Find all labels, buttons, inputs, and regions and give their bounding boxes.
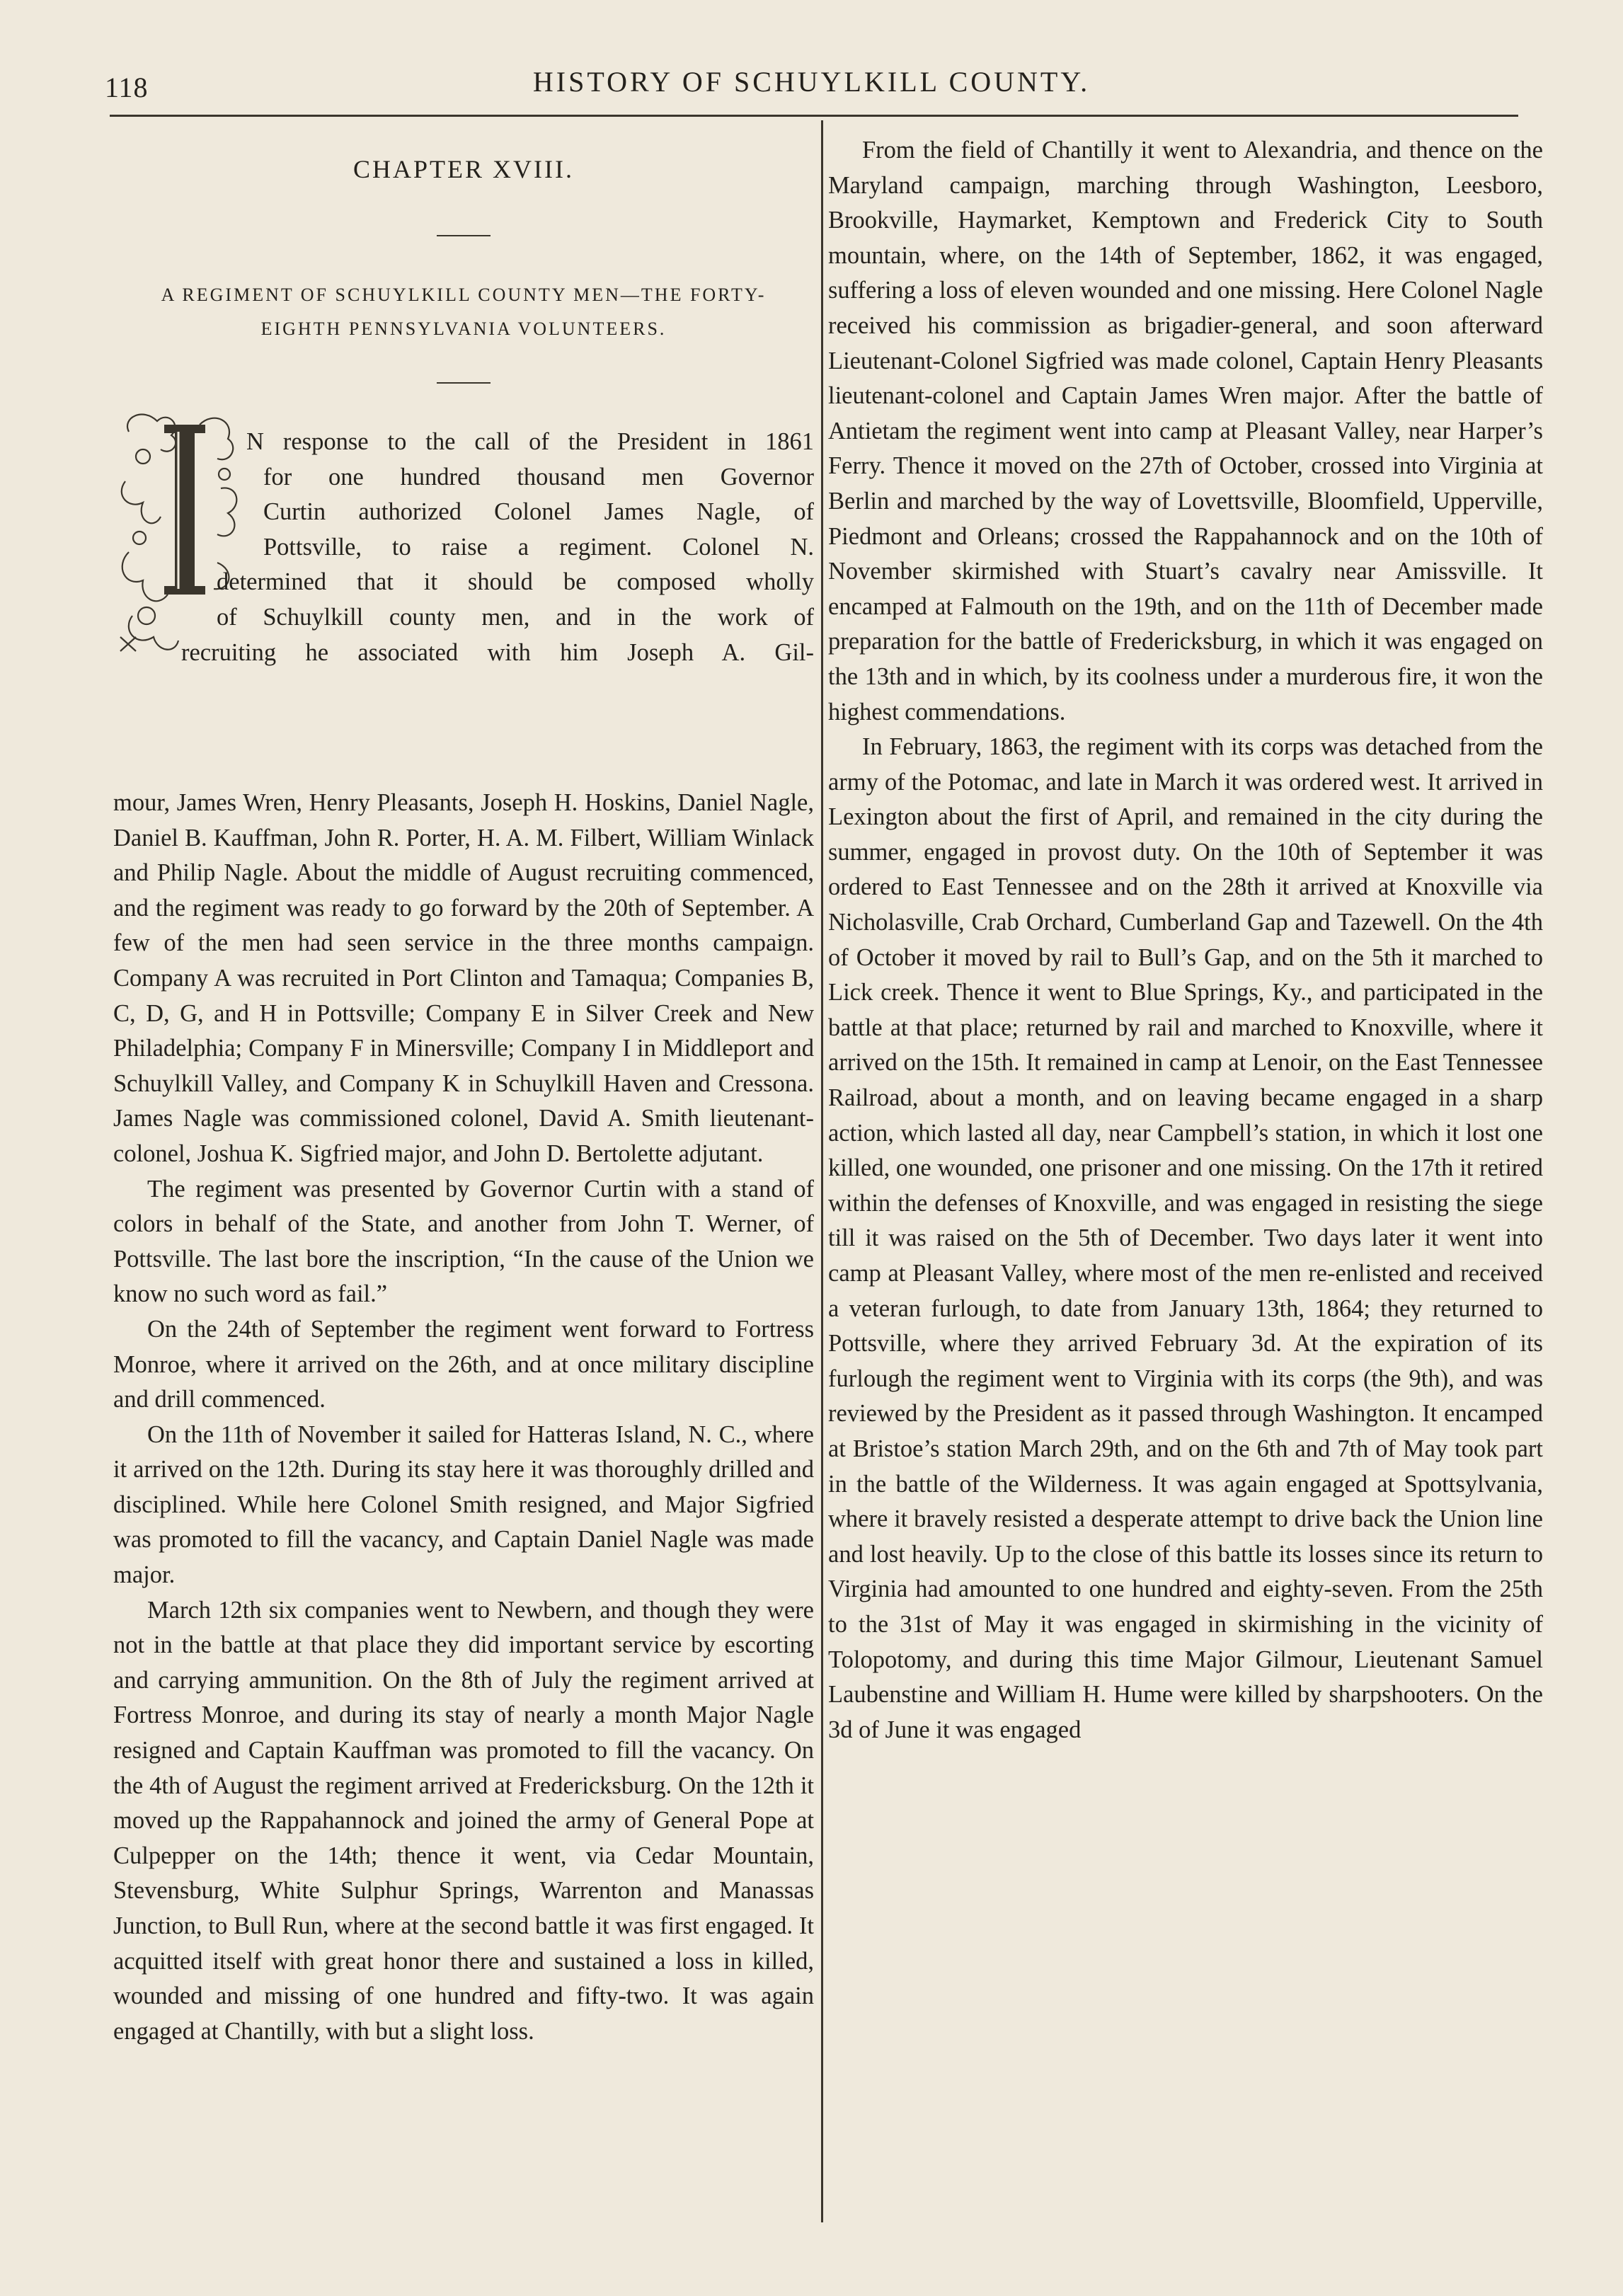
- paragraph: From the field of Chantilly it went to Alexandria, and thence on the Maryland campaign, marching through Washington, Leesboro, Brookville, Haymarket, Kemptown and Frederick City to South mountain, where, on the 14th of September, 1862, it was engaged, suffering a loss of eleven wounded and one missing. Here Colonel Nagle received his commission as brigadier-general, and soon afterward Lieutenant-Colonel Sigfried was made colonel, Captain Henry Pleasants lieutenant-colonel and Captain James Wren major. After the battle of Antietam the regiment went into camp at Pleasant Valley, near Harper’s Ferry. Thence it moved on the 27th of October, crossed into Virginia at Berlin and marched by the way of Lovettsville, Bloomfield, Upperville, Piedmont and Orleans; crossed the Rappahannock and on the 10th of November skirmished with Stuart’s cavalry near Amissville. It encamped at Falmouth on the 19th, and on the 11th of December made preparation for the battle of Fredericksburg, in which it was engaged on the 13th and in which, by its coolness under a murderous fire, it won the highest commendations.: [828, 137, 1543, 725]
- paragraph: March 12th six companies went to Newbern, and though they were not in the battle at that place they did important service by escorting and carrying ammunition. On the 8th of July the regiment arrived at Fortress Monroe, and during its stay of nearly a month Major Nagle resigned and Captain Kauffman was promoted to fill the vacancy. On the 4th of August the regiment arrived at Fredericksburg. On the 12th it moved up the Rappahannock and joined the army of General Pope at Culpepper on the 14th; thence it went, via Cedar Mountain, Stevensburg, White Sulphur Springs, Warrenton and Manassas Junction, to Bull Run, where at the second battle it was first engaged. It acquitted itself with great honor there and sustained a loss in killed, wounded and missing of one hundred and fifty-two. It was again engaged at Chantilly, with but a slight loss.: [113, 1596, 814, 2045]
- running-title: HISTORY OF SCHUYLKILL COUNTY.: [532, 66, 1091, 98]
- chapter-subtitle-line-2: EIGHTH PENNSYLVANIA VOLUNTEERS.: [260, 318, 667, 339]
- first-para-line-3: Curtin authorized Colonel James Nagle, of: [263, 498, 814, 526]
- chapter-title: CHAPTER XVIII.: [353, 155, 574, 183]
- chapter-subtitle: [106, 278, 821, 346]
- paragraph: In February, 1863, the regiment with its corps was detached from the army of the Potomac, and late in March it was ordered west. It arrived in Lexington about the first of April, and remained in the city during the summer, engaged in provost duty. On the 10th of September it was ordered to East Tennessee and on the 28th it arrived at Knoxville via Nicholasville, Crab Orchard, Cumberland Gap and Tazewell. On the 4th of October it moved by rail to Bull’s Gap, and on the 5th it marched to Lick creek. Thence it went to Blue Springs, Ky., and participated in the battle at that place; returned by rail and marched to Knoxville, where it arrived on the 15th. It remained in camp at Lenoir, on the East Tennessee Railroad, about a month, and on leaving became engaged in a sharp action, which lasted all day, near Campbell’s station, in which it lost one killed, one wounded, one prisoner and one missing. On the 17th it retired within the defenses of Knoxville, and was engaged in resisting the siege till it was raised on the 5th of December. Two days later it went into camp at Pleasant Valley, where most of the men re-enlisted and received a veteran furlough, to date from January 13th, 1864; they returned to Pottsville, where they arrived February 3d. At the expiration of its furlough the regiment went to Virginia with its corps (the 9th), and was reviewed by the President as it passed through Washington. It encamped at Bristoe’s station March 29th, and on the 6th and 7th of May took part in the battle of the Wilderness. It was again engaged at Spottsylvania, where it bravely resisted a desperate attempt to drive back the Union line and lost heavily. Up to the close of this battle its losses since its return to Virginia had amounted to one hundred and eighty-seven. From the 25th to the 31st of May it was engaged in skirmishing in the vicinity of Tolopotomy, and during this time Major Gilmour, Lieutenant Samuel Laubenstine and William H. Hume were killed by sharpshooters. On the 3d of June it was engaged: [828, 733, 1543, 1743]
- first-para-line-1: N response to the call of the President in 1861: [246, 428, 814, 455]
- paragraph: The regiment was presented by Governor Curtin with a stand of colors in behalf of the State, and another from John T. Werner, of Pottsville. The last bore the inscription, “In the cause of the Union we know no such word as fail.”: [113, 1175, 814, 1308]
- right-column: [828, 133, 1543, 1747]
- left-column: [113, 786, 814, 2049]
- paragraph: On the 11th of November it sailed for Hatteras Island, N. C., where it arrived on the 12th. During its stay here it was thoroughly drilled and disciplined. While here Colonel Smith resigned, and Major Sigfried was promoted to fill the vacancy, and Captain Daniel Nagle was made major.: [113, 1420, 814, 1589]
- chapter-rule-lower: [437, 382, 491, 384]
- first-para-line-4: Pottsville, to raise a regiment. Colonel N.: [263, 533, 814, 561]
- first-para-line-7: recruiting he associated with him Joseph A. Gil-: [181, 638, 814, 666]
- page-number: 118: [105, 71, 149, 103]
- paragraph: On the 24th of September the regiment went forward to Fortress Monroe, where it arrived on the 26th, and at once military discipline and drill commenced.: [113, 1315, 814, 1413]
- first-para-line-2: for one hundred thousand men Governor: [263, 463, 814, 490]
- first-para-line-5: determined that it should be composed wholly: [217, 568, 814, 596]
- chapter-rule-upper: [437, 235, 491, 236]
- column-divider: [821, 120, 823, 2222]
- header-rule: [110, 115, 1518, 117]
- first-para-line-6: of Schuylkill county men, and in the work of: [217, 603, 814, 631]
- paragraph: mour, James Wren, Henry Pleasants, Joseph H. Hoskins, Daniel Nagle, Daniel B. Kauffman, John R. Porter, H. A. M. Filbert, William Winlack and Philip Nagle. About the middle of August recruiting commenced, and the regiment was ready to go forward by the 20th of September. A few of the men had seen service in the three months campaign. Company A was recruited in Port Clinton and Tamaqua; Companies B, C, D, G, and H in Pottsville; Company E in Silver Creek and New Philadelphia; Company F in Minersville; Company I in Middleport and Schuylkill Valley, and Company K in Schuylkill Haven and Cressona. James Nagle was commissioned colonel, David A. Smith lieutenant-colonel, Joshua K. Sigfried major, and John D. Bertolette adjutant.: [113, 789, 814, 1167]
- chapter-subtitle-line-1: A REGIMENT OF SCHUYLKILL COUNTY MEN—THE FORTY-: [161, 285, 767, 305]
- first-paragraph: [113, 425, 814, 670]
